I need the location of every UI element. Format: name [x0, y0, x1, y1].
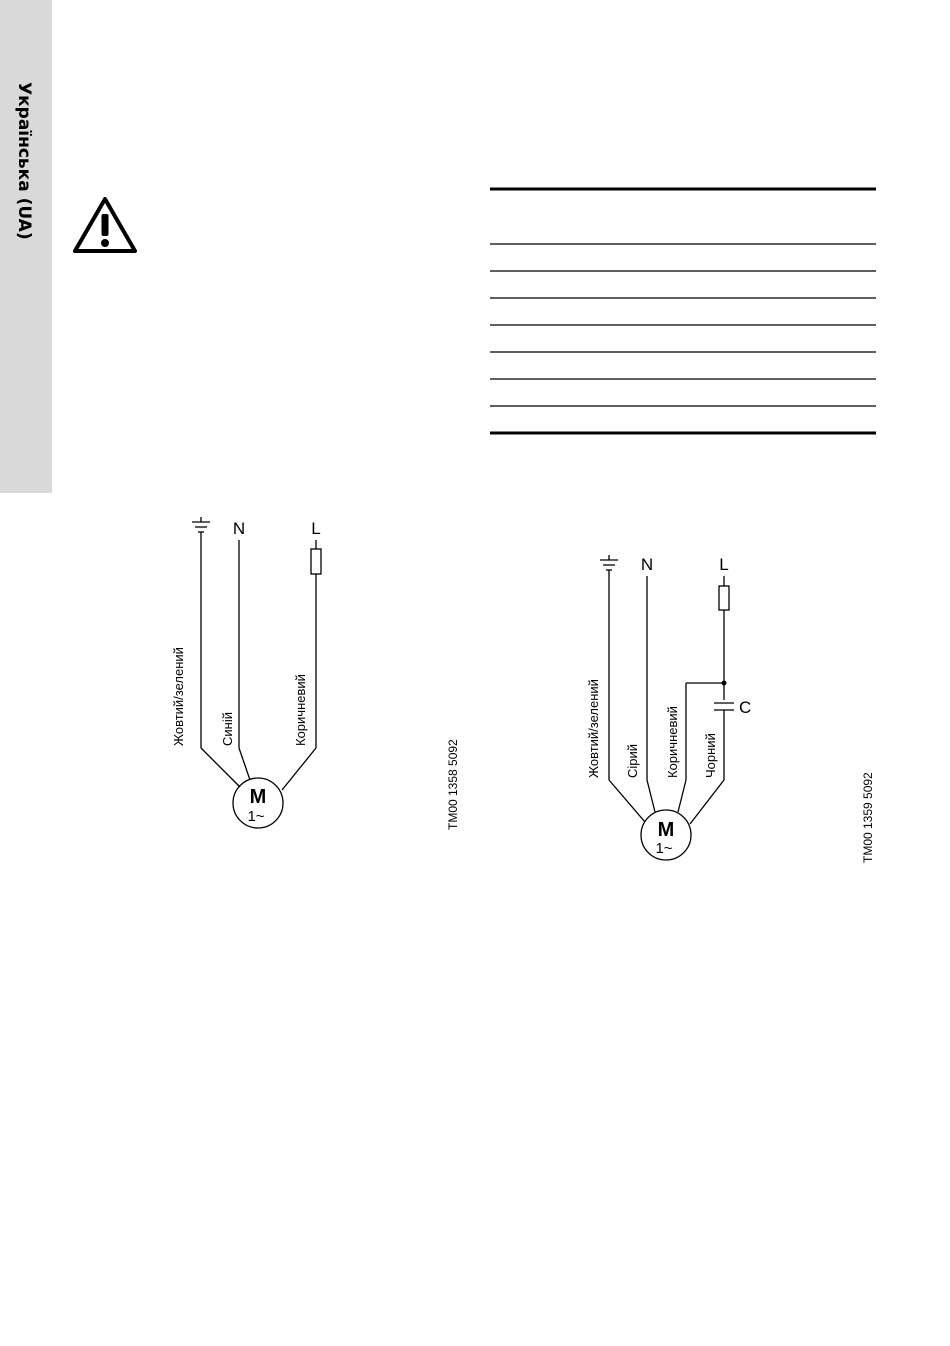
terminal-l-label: L [719, 555, 729, 574]
language-label: Українська (UA) [14, 82, 34, 240]
terminal-n-label: N [232, 519, 246, 538]
motor-phase-label: 1~ [247, 808, 265, 825]
wire-label-grey: Сірий [625, 743, 640, 778]
wiring-diagram-1 [192, 517, 321, 828]
capacitor-icon [714, 703, 734, 710]
motor-phase-label: 1~ [655, 840, 673, 857]
wire-label-yellow-green: Жовтий/зелений [171, 647, 186, 746]
capacitor-label: C [739, 698, 752, 717]
diagram-code: TM00 1358 5092 [446, 739, 460, 830]
terminal-l-label: L [311, 519, 321, 538]
terminal-n-label: N [640, 555, 654, 574]
diagram-code: TM00 1359 5092 [861, 772, 875, 863]
wire-label-blue: Синій [220, 712, 235, 746]
motor-label: M [657, 819, 675, 841]
motor-label: M [249, 786, 267, 808]
wire-label-yellow-green: Жовтий/зелений [586, 679, 601, 778]
earth-ground-icon [600, 555, 618, 570]
fuse-icon [719, 586, 729, 610]
fuse-icon [311, 549, 321, 574]
wire-label-brown: Коричневий [293, 674, 308, 746]
wire-label-black: Чорний [703, 733, 718, 778]
wire-label-brown: Коричневий [665, 706, 680, 778]
earth-ground-icon [192, 517, 210, 532]
